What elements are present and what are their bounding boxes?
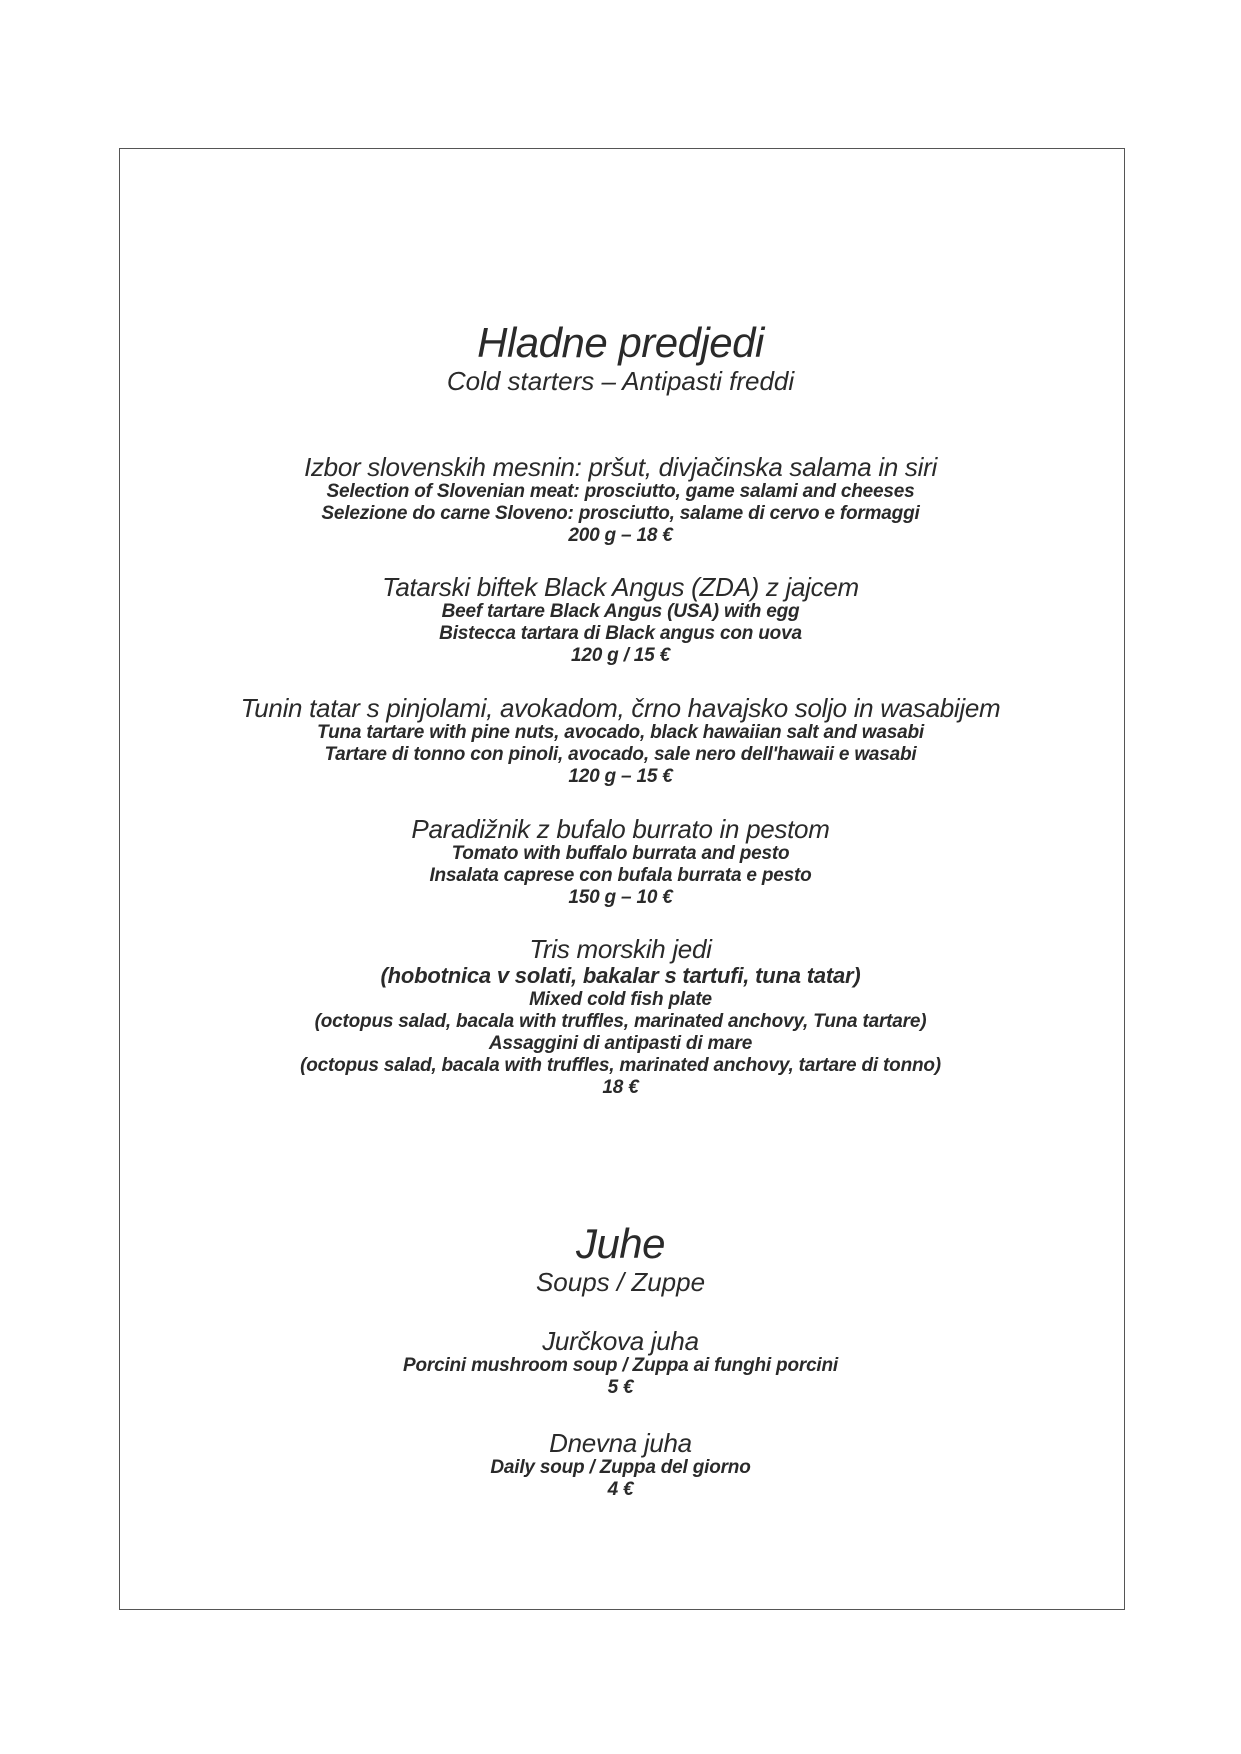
dish-description-en-detail: (octopus salad, bacala with truffles, marinated anchovy, Tuna tartare) xyxy=(314,1011,927,1032)
dish-price: 200 g – 18 € xyxy=(568,525,673,546)
dish-description: Porcini mushroom soup / Zuppa ai funghi porcini xyxy=(403,1355,838,1376)
dish-description-en: Beef tartare Black Angus (USA) with egg xyxy=(441,601,800,622)
dish-description-it: Bistecca tartara di Black angus con uova xyxy=(439,623,802,644)
menu-item xyxy=(0,453,1241,547)
dish-description-it: Selezione do carne Sloveno: prosciutto, salame di cervo e formaggi xyxy=(321,503,920,524)
section-cold-starters xyxy=(0,320,1241,396)
dish-price: 4 € xyxy=(607,1479,634,1500)
dish-description-it: Tartare di tonno con pinoli, avocado, sale nero dell'hawaii e wasabi xyxy=(324,744,917,765)
dish-name: Paradižnik z bufalo burrato in pestom xyxy=(411,814,830,844)
dish-price: 120 g – 15 € xyxy=(568,766,673,787)
dish-description-en: Tomato with buffalo burrata and pesto xyxy=(451,843,790,864)
dish-description-en: Tuna tartare with pine nuts, avocado, black hawaiian salt and wasabi xyxy=(317,722,924,743)
dish-name: Jurčkova juha xyxy=(542,1326,699,1356)
section-subtitle: Cold starters – Antipasti freddi xyxy=(446,366,795,396)
dish-name-detail: (hobotnica v solati, bakalar s tartufi, tuna tatar) xyxy=(380,963,861,988)
dish-price: 18 € xyxy=(602,1077,639,1098)
section-soups xyxy=(0,1221,1241,1297)
section-title: Juhe xyxy=(575,1220,666,1267)
menu-item xyxy=(0,573,1241,667)
dish-name: Izbor slovenskih mesnin: pršut, divjačinska salama in siri xyxy=(304,452,937,482)
dish-description-it-detail: (octopus salad, bacala with truffles, marinated anchovy, tartare di tonno) xyxy=(300,1055,941,1076)
dish-description-en: Selection of Slovenian meat: prosciutto, game salami and cheeses xyxy=(326,481,915,502)
dish-price: 150 g – 10 € xyxy=(568,887,673,908)
menu-item xyxy=(0,1429,1241,1501)
dish-price: 5 € xyxy=(607,1377,634,1398)
dish-name: Tatarski biftek Black Angus (ZDA) z jajcem xyxy=(382,572,859,602)
dish-name: Dnevna juha xyxy=(549,1428,692,1458)
dish-name: Tris morskih jedi xyxy=(529,934,712,964)
dish-description-it: Insalata caprese con bufala burrata e pesto xyxy=(429,865,812,886)
dish-description-en: Mixed cold fish plate xyxy=(529,989,712,1010)
dish-description: Daily soup / Zuppa del giorno xyxy=(490,1457,751,1478)
menu-item xyxy=(0,1327,1241,1399)
menu-item xyxy=(0,694,1241,788)
menu-item xyxy=(0,935,1241,1099)
dish-price: 120 g / 15 € xyxy=(570,645,670,666)
dish-name: Tunin tatar s pinjolami, avokadom, črno havajsko soljo in wasabijem xyxy=(240,693,1001,723)
dish-description-it: Assaggini di antipasti di mare xyxy=(488,1033,753,1054)
section-title: Hladne predjedi xyxy=(477,319,764,366)
section-subtitle: Soups / Zuppe xyxy=(535,1267,706,1297)
menu-item xyxy=(0,815,1241,909)
